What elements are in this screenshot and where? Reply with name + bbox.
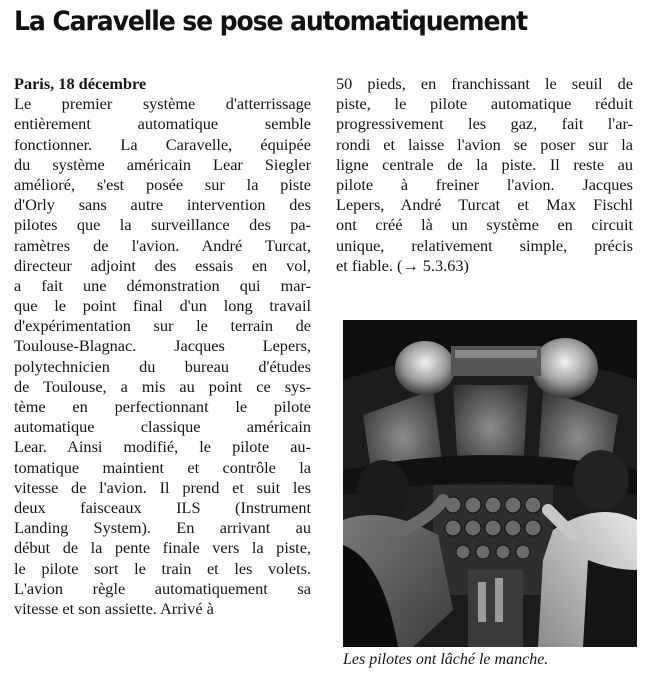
cockpit-photo-image [343, 320, 637, 647]
article-column-2 [336, 74, 633, 276]
text-line: ligne centrale de la piste. Il reste au [336, 154, 633, 174]
text-line: directeur adjoint des essais en vol, [14, 255, 311, 275]
text-line: Lear. Ainsi modifié, le pilote au- [14, 437, 311, 457]
cockpit-photo [343, 320, 637, 647]
dateline: Paris, 18 décembre [14, 74, 147, 93]
text-line: Le premier système d'atterrissage [14, 94, 311, 114]
text-line: fonctionner. La Caravelle, équipée [14, 134, 311, 154]
text-line: Landing System). En arrivant au [14, 518, 311, 538]
text-line: d'expérimentation sur le terrain de [14, 316, 311, 336]
text-line: début de la pente finale vers la piste, [14, 538, 311, 558]
text-line: Toulouse-Blagnac. Jacques Lepers, [14, 336, 311, 356]
headline: La Caravelle se pose automatiquement [14, 6, 528, 37]
text-line: amélioré, s'est posée sur la piste [14, 174, 311, 194]
text-line: tomatique maintient et contrôle la [14, 457, 311, 477]
text-line: a fait une démonstration qui mar- [14, 275, 311, 295]
text-line: Lepers, André Turcat et Max Fischl [336, 195, 633, 215]
text-line: progressivement les gaz, fait l'ar- [336, 114, 633, 134]
column-2-lines [336, 74, 633, 276]
text-line: L'avion règle automatiquement sa [14, 578, 311, 598]
text-line: entièrement automatique semble [14, 114, 311, 134]
text-line: 50 pieds, en franchissant le seuil de [336, 74, 633, 93]
text-line: ramètres de l'avion. André Turcat, [14, 235, 311, 255]
text-line: ont créé là un système en circuit [336, 215, 633, 235]
text-line: pilotes que la surveillance des pa- [14, 215, 311, 235]
text-line: le pilote sort le train et les volets. [14, 558, 311, 578]
text-line: vitesse et son assiette. Arrivé à [14, 598, 214, 618]
column-1-lines [14, 94, 311, 619]
text-line: d'Orly sans autre intervention des [14, 195, 311, 215]
text-line: deux faisceaux ILS (Instrument [14, 497, 311, 517]
text-line: vitesse de l'avion. Il prend et suit les [14, 477, 311, 497]
text-line: rondi et laisse l'avion se poser sur la [336, 134, 633, 154]
text-line: automatique classique américain [14, 417, 311, 437]
text-line: piste, le pilote automatique réduit [336, 94, 633, 114]
text-line: unique, relativement simple, précis [336, 235, 633, 255]
text-line: tème en perfectionnant le pilote [14, 397, 311, 416]
text-line: pilote à freiner l'avion. Jacques [336, 174, 633, 194]
photo-caption: Les pilotes ont lâché le manche. [343, 651, 549, 668]
text-line: du système américain Lear Siegler [14, 154, 311, 174]
article-column-1 [14, 74, 311, 676]
text-line: de Toulouse, a mis au point ce sys- [14, 376, 311, 396]
text-line: polytechnicien du bureau d'études [14, 356, 311, 376]
text-line: et fiable. (→ 5.3.63) [336, 255, 469, 275]
text-line: que le point final d'un long travail [14, 296, 311, 316]
